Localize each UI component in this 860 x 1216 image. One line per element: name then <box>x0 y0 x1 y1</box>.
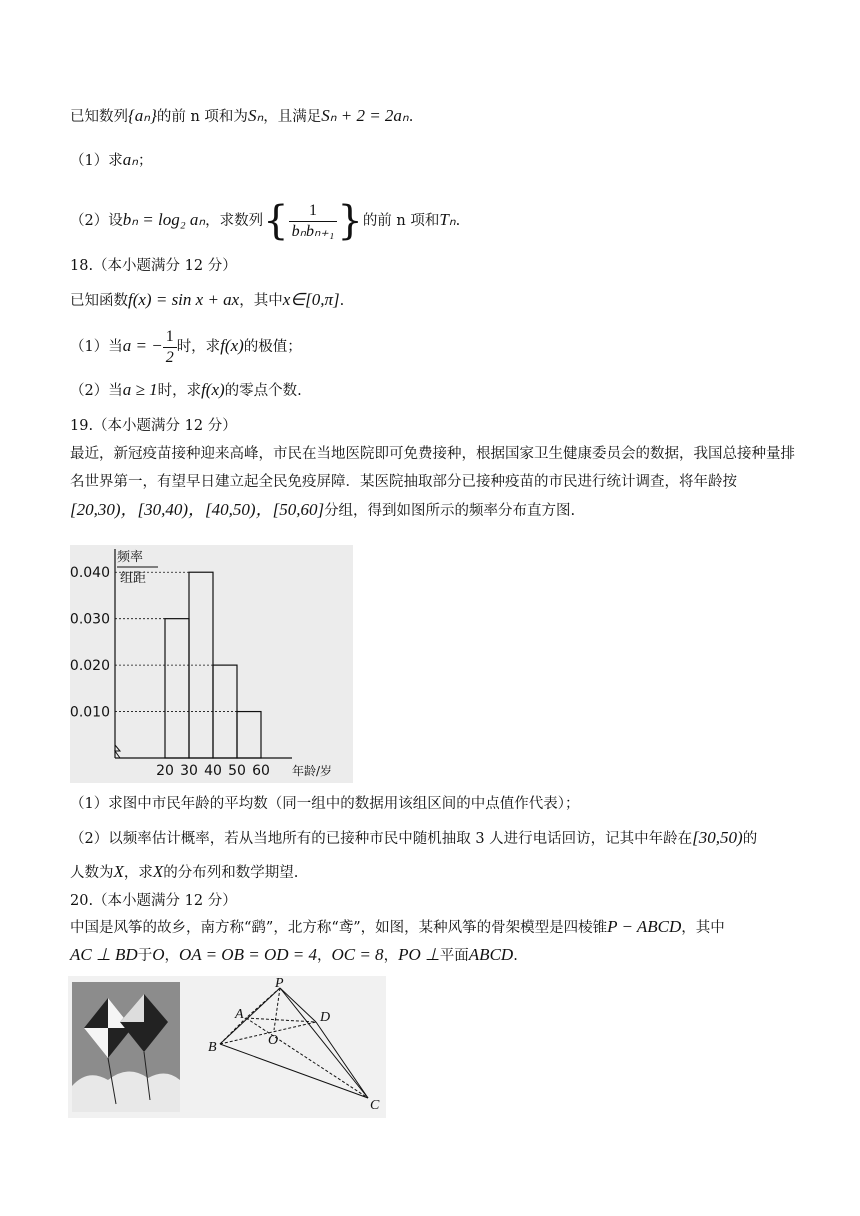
label-A: A <box>235 1007 244 1022</box>
seq-a: {aₙ} <box>128 106 157 125</box>
q17-stem: 已知数列{aₙ}的前 n 项和为Sₙ，且满足Sₙ + 2 = 2aₙ. <box>70 106 414 125</box>
y-tick-label: 0.030 <box>70 611 110 628</box>
q19-stem: 最近，新冠疫苗接种迎来高峰，市民在当地医院即可免费接种，根据国家卫生健康委员会的数据，我国总接种量排名世界第一，有望早日建立起全民免疫屏障．某医院抽取部分已接种疫苗的市民进行统计调查，将年龄按 [20,30)，[30,40)，[40,50)，[50,60]分组，得到如图所示的频率分布直方图. <box>70 446 795 519</box>
q19-part2-cont: 人数为X，求X的分布列和数学期望. <box>70 862 299 881</box>
x-tick-label: 30 <box>180 763 198 779</box>
q19-intervals: [20,30)，[30,40)，[40,50)，[50,60] <box>70 500 325 519</box>
q20-stem-line1: 中国是风筝的故乡，南方称“鹞”，北方称“鸢”，如图，某种风筝的骨架模型是四棱锥P − ABCD，其中 <box>70 917 725 936</box>
y-label-bottom: 组距 <box>120 571 147 586</box>
x-tick-label: 50 <box>228 763 246 779</box>
y-tick-label: 0.020 <box>70 658 110 675</box>
kite-photo <box>72 982 180 1112</box>
q18-header: 18.（本小题满分 12 分） <box>70 258 237 274</box>
y-label-top: 频率 <box>117 550 144 565</box>
q17-fraction: $\frac{1}{\text{bₙbₙ₊₁}}$ <box>289 201 338 242</box>
q17-part1: （1）求aₙ； <box>70 150 153 169</box>
q19-part2: （2）以频率估计概率，若从当地所有的已接种市民中随机抽取 3 人进行电话回访，记其中年龄在[30,50)的 <box>70 828 758 847</box>
x-tick-label: 40 <box>204 763 222 779</box>
q18-stem: 已知函数f(x) = sin x + ax，其中x∈[0,π]. <box>70 290 345 309</box>
x-tick-label: 60 <box>252 763 270 779</box>
q18-fraction: $\frac{1}{2}$ <box>163 327 177 368</box>
histogram-background <box>70 545 353 783</box>
q17-part2: （2）设bₙ = log₂ aₙ，求数列{ $\frac{1}{\text{bₙbₙ₊₁}}$ }的前 n 项和Tₙ. <box>70 198 461 244</box>
kite-figure-svg <box>68 976 386 1118</box>
q20-stem-line2: AC ⊥ BD于O，OA = OB = OD = 4，OC = 8，PO ⊥平面ABCD. <box>70 945 518 964</box>
x-tick-label: 20 <box>156 763 174 779</box>
label-C: C <box>370 1098 380 1113</box>
y-tick-label: 0.040 <box>70 565 110 582</box>
frequency-histogram <box>70 545 353 783</box>
q20-header: 20.（本小题满分 12 分） <box>70 893 237 909</box>
histogram-svg <box>70 545 353 783</box>
q18-part1: （1）当a = − $\frac{1}{2}$ 时，求f(x)的极值； <box>70 327 302 366</box>
label-D: D <box>320 1010 331 1025</box>
kite-figure <box>68 976 386 1118</box>
q18-part2: （2）当a ≥ 1时，求f(x)的零点个数. <box>70 380 302 399</box>
label-P: P <box>275 976 284 991</box>
q19-header: 19.（本小题满分 12 分） <box>70 418 237 434</box>
q19-part1: （1）求图中市民年龄的平均数（同一组中的数据用该组区间的中点值作代表）； <box>70 796 580 812</box>
y-tick-label: 0.010 <box>70 704 110 721</box>
x-axis-label: 年龄/岁 <box>292 764 333 778</box>
cloud-icon <box>72 1071 180 1112</box>
label-O: O <box>268 1033 279 1048</box>
label-B: B <box>208 1040 217 1055</box>
